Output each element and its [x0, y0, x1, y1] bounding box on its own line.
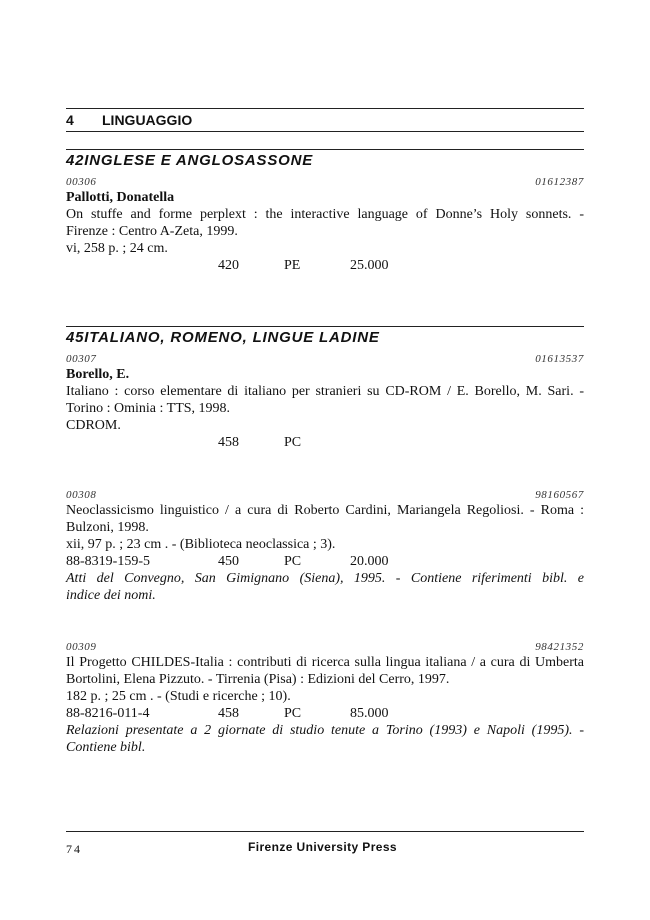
entry-number: 98160567: [535, 489, 584, 501]
entry-isbn: 88-8216-011-4: [66, 706, 150, 721]
entry-language: PC: [284, 435, 302, 450]
section-rule: [66, 149, 584, 150]
entry-description-line: Bulzoni, 1998.: [66, 520, 149, 535]
entry-description-line: CDROM.: [66, 418, 121, 433]
entry-classification-row: [66, 553, 584, 570]
chapter-number: 4: [66, 112, 74, 128]
chapter-top-rule: [66, 108, 584, 109]
entry-classification-row: [66, 257, 584, 274]
entry-description-line: Bortolini, Elena Pizzuto. - Tirrenia (Pisa) : Edizioni del Cerro, 1997.: [66, 672, 450, 687]
section-rule: [66, 326, 584, 327]
entry-description-line: Italiano : corso elementare di italiano per stranieri su CD-ROM / E. Borello, M. Sari. -: [66, 384, 584, 399]
chapter-heading: [66, 112, 192, 128]
entry-class: 458: [218, 435, 239, 450]
entry-id-row: [66, 638, 584, 654]
entry-description-line: On stuffe and forme perplext : the interactive language of Donne’s Holy sonnets. -: [66, 207, 584, 222]
entry-description-line: vi, 258 p. ; 24 cm.: [66, 241, 168, 256]
catalog-entry: [66, 173, 584, 274]
page-number: 74: [66, 842, 82, 856]
entry-classification-row: [66, 705, 584, 722]
entry-note-line: Atti del Convegno, San Gimignano (Siena), 1995. - Contiene riferimenti bibl. e: [66, 571, 584, 586]
entry-price: 85.000: [350, 706, 389, 721]
entry-price: 20.000: [350, 554, 389, 569]
entry-language: PC: [284, 706, 302, 721]
publisher-name: Firenze University Press: [248, 840, 398, 854]
entry-note-line: indice dei nomi.: [66, 588, 156, 603]
catalog-entry: [66, 638, 584, 756]
catalog-entry: [66, 486, 584, 604]
chapter-title: LINGUAGGIO: [102, 112, 193, 128]
section-title: 45ITALIANO, ROMENO, LINGUE LADINE: [66, 329, 380, 346]
entry-code: 00307: [66, 353, 97, 365]
entry-class: 420: [218, 258, 239, 273]
entry-number: 01612387: [535, 176, 584, 188]
entry-isbn: 88-8319-159-5: [66, 554, 150, 569]
entry-number: 98421352: [535, 641, 584, 653]
entry-classification-row: [66, 434, 584, 451]
entry-id-row: [66, 173, 584, 189]
entry-note-line: Contiene bibl.: [66, 740, 146, 755]
entry-description-line: Firenze : Centro A-Zeta, 1999.: [66, 224, 238, 239]
page-footer: [66, 840, 584, 858]
chapter-bottom-rule: [66, 131, 584, 132]
entry-author: Pallotti, Donatella: [66, 190, 175, 205]
entry-number: 01613537: [535, 353, 584, 365]
entry-description-line: Torino : Ominia : TTS, 1998.: [66, 401, 231, 416]
entry-id-row: [66, 486, 584, 502]
entry-code: 00308: [66, 489, 97, 501]
catalog-entry: [66, 350, 584, 451]
entry-description-line: Neoclassicismo linguistico / a cura di Roberto Cardini, Mariangela Regoliosi. - Roma :: [66, 503, 584, 518]
entry-language: PE: [284, 258, 301, 273]
entry-description-line: xii, 97 p. ; 23 cm . - (Biblioteca neoclassica ; 3).: [66, 537, 336, 552]
entry-author: Borello, E.: [66, 367, 130, 382]
footer-rule: [66, 831, 584, 832]
entry-class: 458: [218, 706, 239, 721]
entry-code: 00309: [66, 641, 97, 653]
entry-description-line: 182 p. ; 25 cm . - (Studi e ricerche ; 10).: [66, 689, 291, 704]
entry-language: PC: [284, 554, 302, 569]
entry-id-row: [66, 350, 584, 366]
entry-code: 00306: [66, 176, 97, 188]
section-title: 42INGLESE E ANGLOSASSONE: [66, 152, 314, 169]
entry-description-line: Il Progetto CHILDES-Italia : contributi di ricerca sulla lingua italiana / a cura di Umberta: [66, 655, 584, 670]
entry-note-line: Relazioni presentate a 2 giornate di studio tenute a Torino (1993) e Napoli (1995). -: [66, 723, 584, 738]
entry-class: 450: [218, 554, 239, 569]
entry-price: 25.000: [350, 258, 389, 273]
